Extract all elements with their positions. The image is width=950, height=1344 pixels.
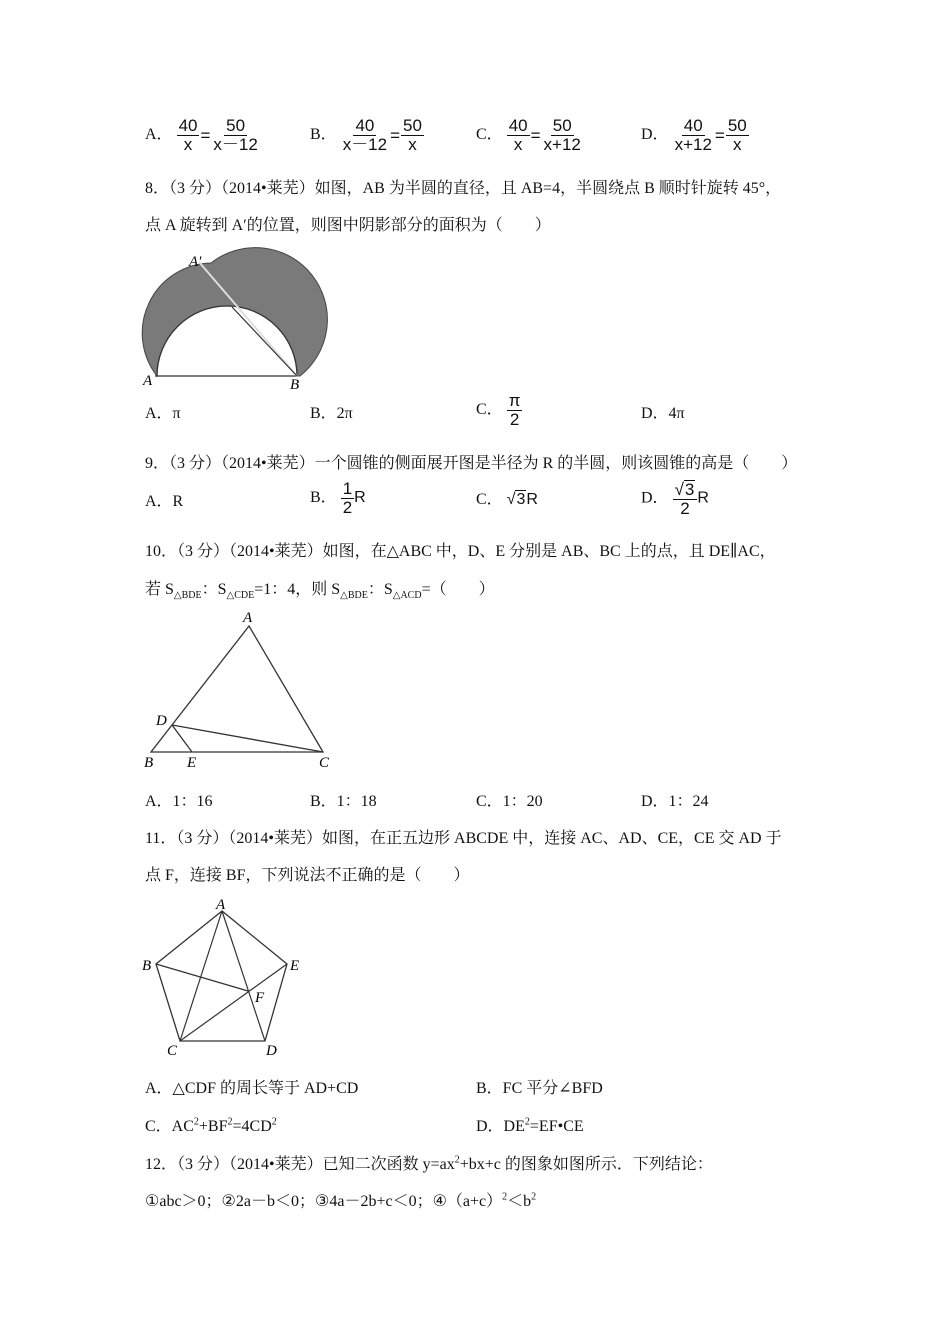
q8-option-b: B．2π [310,405,353,422]
q8-label-a-prime: A′ [189,254,202,270]
q10-segment-dc [172,725,323,752]
q10-option-a: A．1：16 [145,793,213,810]
q10-stem-line1: 10．（3 分）（2014•莱芜）如图，在△ABC 中，D、E 分别是 AB、BC 上的点，且 DE∥AC， [145,543,776,560]
q7c-left-fraction: $\frac{40}{x}$ [508,116,528,154]
q12-stem-line2: ①abc＞0；②2a－b＜0；③4a－2b+c＜0；$④(a+c)^2<b^2$ [145,1191,537,1210]
q9-option-a: A．R [145,493,184,510]
q11-figure [138,893,313,1063]
q10-option-c: C．1：20 [476,793,543,810]
q8-figure [140,245,340,395]
q11-option-b: B．FC 平分∠BFD [476,1080,603,1097]
q8c-fraction: $\frac{\pi}{2}$ [508,391,521,429]
q9c-sqrt: √3R [506,491,538,508]
q10-option-b: B．1：18 [310,793,377,810]
q10-label-c: C [319,755,330,771]
q11-option-c: C．$AC^2+BF^2=4CD^2$ [145,1116,277,1135]
q11-stem-line2: 点 F，连接 BF，下列说法不正确的是（ ） [145,867,470,884]
q11-segment-ad [222,911,265,1041]
q10-label-d: D [156,713,167,729]
q9-option-c: C． √3R [476,491,538,508]
q11-option-a: A．△CDF 的周长等于 AD+CD [145,1080,359,1097]
q8-label-b: B [290,377,300,393]
q10-figure [140,608,340,773]
q7-option-a: A． $\frac{40}{x}$ = $\frac{50}{x-12}$ [145,116,258,154]
q7-option-d: D． $\frac{40}{x+12}$ = $\frac{50}{x}$ [641,116,747,154]
q11-pentagon [156,911,287,1041]
q10-label-b: B [144,755,154,771]
q8-label-a: A [143,373,153,389]
q11-stem-line1: 11．（3 分）（2014•莱芜）如图，在正五边形 ABCDE 中，连接 AC、AD、CE，CE 交 AD 于 [145,830,782,847]
q10-segment-de [172,725,192,752]
q7-option-b: B． $\frac{40}{x-12}$ = $\frac{50}{x}$ [310,116,422,154]
q8-option-c: C． $\frac{\pi}{2}$ [476,391,521,429]
q10-option-d: D．1：24 [641,793,709,810]
q7a-left-fraction: $\frac{40}{x}$ [178,116,198,154]
q12-stem-line1: 12．（3 分）（2014•莱芜）已知二次函数 $y=ax^2+bx+c$ 的图象如图所示．下列结论： [145,1154,713,1173]
q11-label-f: F [255,990,265,1006]
q8-stem-line2: 点 A 旋转到 A′的位置，则图中阴影部分的面积为（ ） [145,217,551,234]
q10-label-e: E [187,755,197,771]
q9-option-b: B． $\frac{1}{2}$ R [310,479,366,517]
q9-option-d: D． $\frac{√3}{2}$ R [641,480,709,518]
q7d-right-fraction: $\frac{50}{x}$ [727,116,747,154]
q7d-left-fraction: $\frac{40}{x+12}$ [674,116,712,154]
q11-segment-bf [156,964,248,991]
q8-option-a: A．π [145,405,181,422]
q7b-left-fraction: $\frac{40}{x-12}$ [342,116,388,154]
q7a-right-fraction: $\frac{50}{x-12}$ [213,116,258,154]
q10-triangle-abc [151,626,323,752]
q9b-fraction: $\frac{1}{2}$ [342,479,353,517]
q11-option-d: D．$DE^2=EF•CE$ [476,1116,584,1135]
q7b-right-fraction: $\frac{50}{x}$ [403,116,422,154]
q11-label-a: A [216,897,226,913]
q10-label-a: A [243,610,253,626]
q11-label-b: B [142,958,152,974]
q7c-right-fraction: $\frac{50}{x+12}$ [543,116,581,154]
q11-label-d: D [266,1043,277,1059]
q8-stem-line1: 8．（3 分）（2014•莱芜）如图，AB 为半圆的直径，且 AB=4，半圆绕点 B 顺时针旋转 45°， [145,180,782,197]
q7-option-c: C． $\frac{40}{x}$ = $\frac{50}{x+12}$ [476,116,581,154]
q11-segment-ac [180,911,222,1041]
q9d-fraction: $\frac{√3}{2}$ [673,480,698,518]
q9-stem: 9．（3 分）（2014•莱芜）一个圆锥的侧面展开图是半径为 R 的半圆，则该圆锥的高是（ ） [145,455,798,472]
q11-label-c: C [167,1043,178,1059]
q11-label-e: E [290,958,300,974]
q10-stem-line2: 若 $S_{\triangle BDE}$：$S_{\triangle CDE}=1$：4，则 $S_{\triangle BDE}$：$S_{\triangle ACD}=$（ ） [145,581,495,602]
q8-option-d: D．4π [641,405,685,422]
